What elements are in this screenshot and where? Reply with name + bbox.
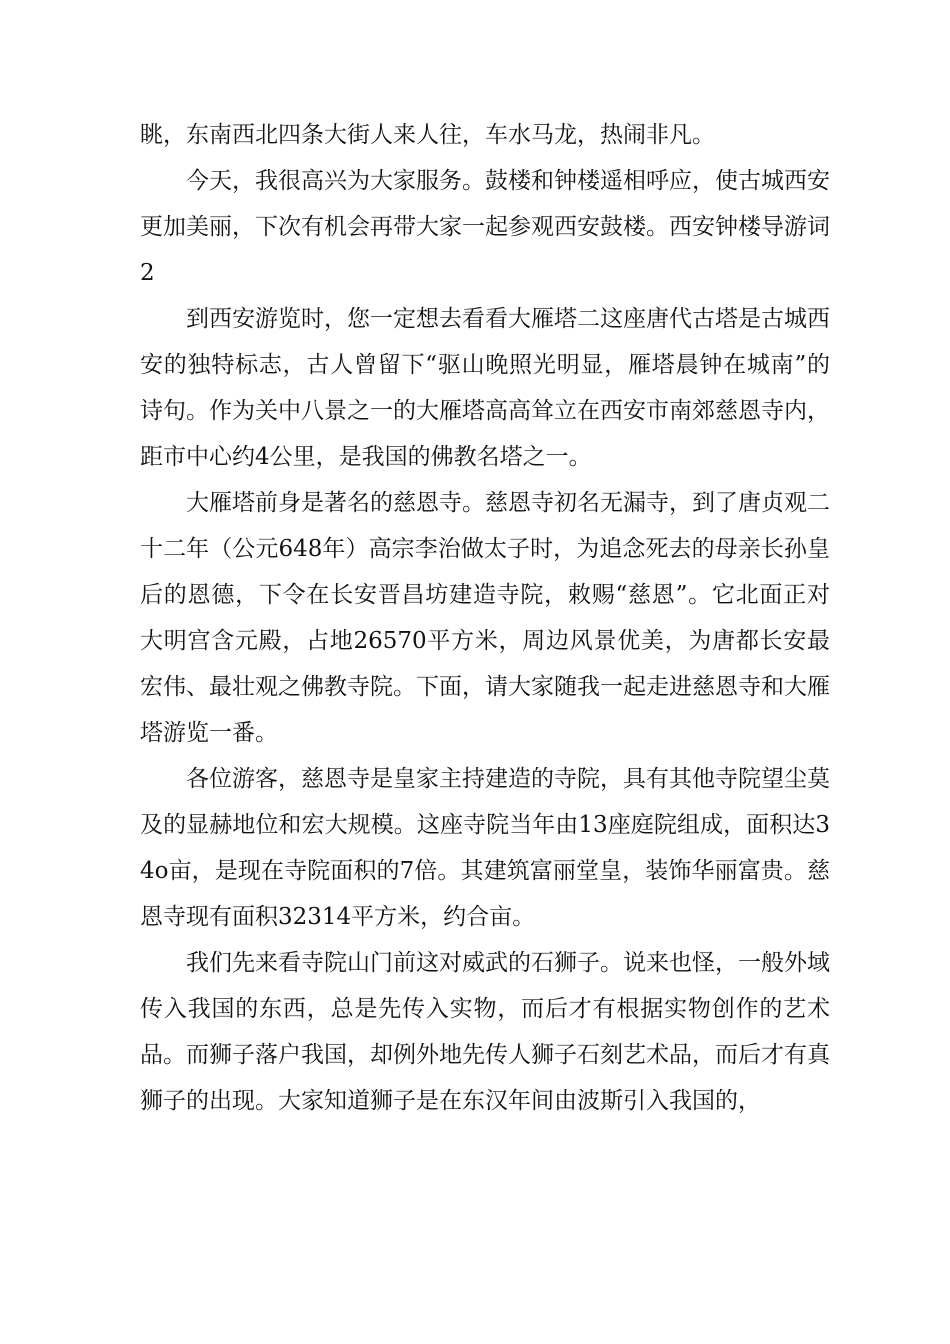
paragraph-big-wild-goose-pagoda: 到西安游览时，您一定想去看看大雁塔二这座唐代古塔是古城西安的独特标志，古人曾留下“驱山晚照光明显，雁塔晨钟在城南”的诗句。作为关中八景之一的大雁塔高高耸立在西安市南郊慈恩寺内，距市中心约4公里，是我国的佛教名塔之一。 [140,306,830,470]
paragraph-temple-scale: 各位游客，慈恩寺是皇家主持建造的寺院，具有其他寺院望尘莫及的显赫地位和宏大规模。这座寺院当年由13座庭院组成，面积达34o亩，是现在寺院面积的7倍。其建筑富丽堂皇，装饰华丽富贵。慈恩寺现有面积32314平方米，约合亩。 [140,766,830,930]
document-body [140,112,830,1124]
paragraph-service: 今天，我很高兴为大家服务。鼓楼和钟楼遥相呼应，使古城西安更加美丽，下次有机会再带大家一起参观西安鼓楼。西安钟楼导游词2 [140,168,830,286]
paragraph-stone-lions: 我们先来看寺院山门前这对威武的石狮子。说来也怪，一般外域传入我国的东西，总是先传入实物，而后才有根据实物创作的艺术品。而狮子落户我国，却例外地先传人狮子石刻艺术品，而后才有真狮子的出现。大家知道狮子是在东汉年间由波斯引入我国的， [140,950,830,1114]
paragraph-cien-temple-history: 大雁塔前身是著名的慈恩寺。慈恩寺初名无漏寺，到了唐贞观二十二年（公元648年）高宗李治做太子时，为追念死去的母亲长孙皇后的恩德，下令在长安晋昌坊建造寺院，敕赐“慈恩”。它北面正对大明宫含元殿，占地26570平方米，周边风景优美，为唐都长安最宏伟、最壮观之佛教寺院。下面，请大家随我一起走进慈恩寺和大雁塔游览一番。 [140,490,830,746]
paragraph-continuation: 眺，东南西北四条大街人来人往，车水马龙，热闹非凡。 [140,122,715,148]
